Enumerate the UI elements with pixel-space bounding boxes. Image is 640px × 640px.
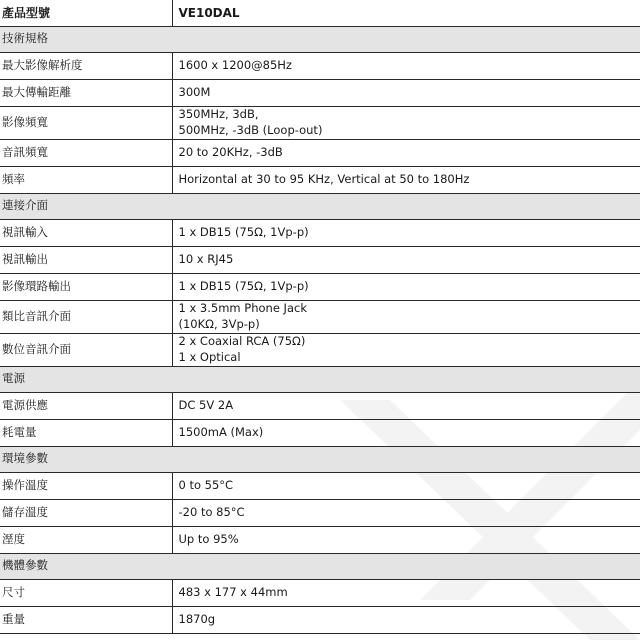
spec-row: [0, 106, 640, 139]
spec-row: [0, 579, 640, 606]
spec-row: [0, 166, 640, 193]
spec-value: [172, 499, 640, 526]
spec-value: [172, 392, 640, 419]
spec-label: 數位音訊介面: [0, 333, 172, 366]
spec-value: [172, 219, 640, 246]
spec-value: [172, 273, 640, 300]
spec-header-row: [0, 0, 640, 26]
spec-value: [172, 333, 640, 366]
spec-value-line: 2 x Coaxial RCA (75Ω): [178, 333, 306, 348]
spec-value: [172, 106, 640, 139]
spec-label: 影像頻寬: [0, 106, 172, 139]
spec-label: 重量: [0, 606, 172, 633]
spec-row: [0, 79, 640, 106]
spec-row: [0, 419, 640, 446]
spec-row: [0, 333, 640, 366]
model-label: 產品型號: [0, 0, 172, 26]
spec-value-line: 1600 x 1200@85Hz: [178, 57, 292, 72]
spec-value-line: 1 x DB15 (75Ω, 1Vp-p): [178, 224, 309, 239]
spec-label: 視訊輸出: [0, 246, 172, 273]
spec-value-line: -20 to 85°C: [178, 504, 245, 519]
spec-row: [0, 273, 640, 300]
spec-label: 頻率: [0, 166, 172, 193]
section-header: [0, 446, 640, 472]
section-header: [0, 26, 640, 52]
spec-value-line: 1870g: [178, 611, 216, 626]
spec-label: 最大影像解析度: [0, 52, 172, 79]
spec-value-line: 1 x 3.5mm Phone Jack: [178, 300, 307, 315]
section-title: 機體參數: [0, 553, 640, 579]
spec-label: 影像環路輸出: [0, 273, 172, 300]
section-title: 電源: [0, 366, 640, 392]
spec-value: [172, 139, 640, 166]
spec-label: 溼度: [0, 526, 172, 553]
spec-row: [0, 139, 640, 166]
spec-value: [172, 79, 640, 106]
section-title: 技術規格: [0, 26, 640, 52]
spec-label: 最大傳輸距離: [0, 79, 172, 106]
section-header: [0, 193, 640, 219]
spec-value-line: 20 to 20KHz, -3dB: [178, 144, 283, 159]
spec-row: [0, 606, 640, 633]
spec-value-line: 350MHz, 3dB,: [178, 106, 259, 121]
spec-row: [0, 300, 640, 333]
spec-value: [172, 166, 640, 193]
spec-value: [172, 300, 640, 333]
spec-label: 尺寸: [0, 579, 172, 606]
spec-label: 音訊頻寬: [0, 139, 172, 166]
spec-value-line: 300M: [178, 84, 211, 99]
spec-row: [0, 52, 640, 79]
spec-row: [0, 219, 640, 246]
spec-row: [0, 526, 640, 553]
section-title: 連接介面: [0, 193, 640, 219]
spec-value: [172, 419, 640, 446]
spec-value-line: 1 x DB15 (75Ω, 1Vp-p): [178, 278, 309, 293]
spec-value-line: 500MHz, -3dB (Loop-out): [178, 122, 323, 137]
spec-value-line: 10 x RJ45: [178, 251, 234, 266]
spec-value-line: 483 x 177 x 44mm: [178, 584, 288, 599]
spec-value-line: 0 to 55°C: [178, 477, 234, 492]
spec-value: [172, 52, 640, 79]
spec-label: 電源供應: [0, 392, 172, 419]
spec-value-line: 1 x Optical: [178, 349, 241, 364]
spec-row: [0, 392, 640, 419]
spec-value: [172, 246, 640, 273]
section-header: [0, 366, 640, 392]
spec-label: 視訊輸入: [0, 219, 172, 246]
spec-value-line: Up to 95%: [178, 531, 239, 546]
spec-label: 耗電量: [0, 419, 172, 446]
spec-row: [0, 472, 640, 499]
model-value: VE10DAL: [172, 0, 640, 26]
spec-label: 儲存溫度: [0, 499, 172, 526]
spec-value-line: DC 5V 2A: [178, 397, 234, 412]
spec-value-line: 1500mA (Max): [178, 424, 264, 439]
spec-label: 類比音訊介面: [0, 300, 172, 333]
spec-value-line: Horizontal at 30 to 95 KHz, Vertical at 50 to 180Hz: [178, 171, 470, 186]
spec-value-line: (10KΩ, 3Vp-p): [178, 316, 260, 331]
spec-value: [172, 526, 640, 553]
section-title: 環境參數: [0, 446, 640, 472]
section-header: [0, 553, 640, 579]
spec-value: [172, 606, 640, 633]
spec-row: [0, 499, 640, 526]
spec-label: 操作溫度: [0, 472, 172, 499]
spec-value: [172, 579, 640, 606]
spec-row: [0, 246, 640, 273]
spec-value: [172, 472, 640, 499]
